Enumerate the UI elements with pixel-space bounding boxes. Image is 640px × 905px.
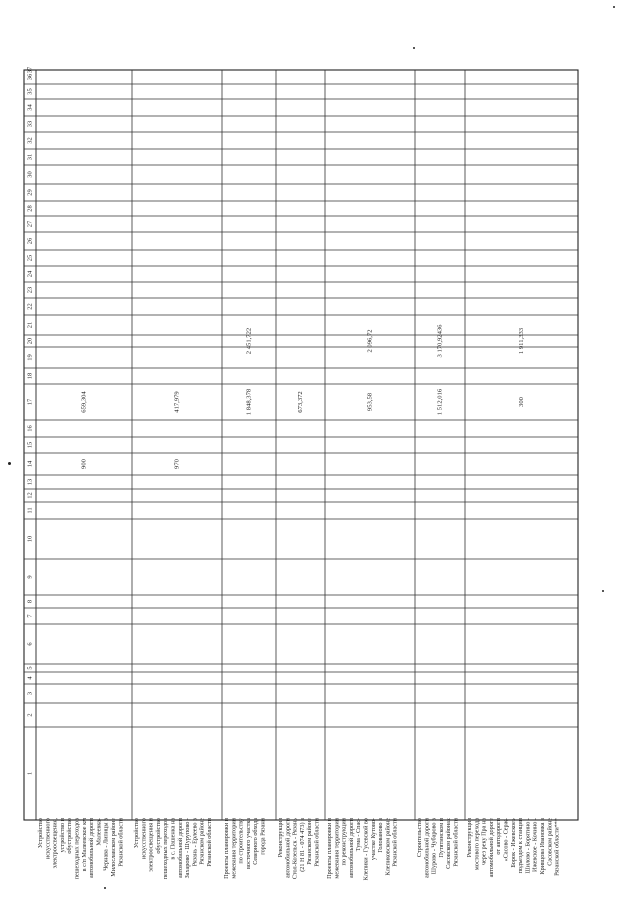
object-name-line: Тума - Спас- (355, 818, 363, 852)
object-name-line: Ижевское - Кочино - (531, 818, 539, 872)
object-name-line: по строительству (237, 818, 245, 864)
object-name-line: межевания территории (333, 818, 341, 879)
column-number: 11 (26, 507, 34, 514)
table-row (223, 328, 267, 879)
column-number: 12 (26, 492, 34, 499)
object-name-line: Шурово - Чубарово в (430, 818, 438, 875)
column-number: 1 (26, 771, 34, 776)
object-name-line: Рязанском районе (198, 818, 206, 865)
object-name-line: Реконструкция (277, 818, 284, 858)
value-cell: 659,304 (80, 391, 88, 413)
object-name-line: участке Кутово- (369, 818, 377, 861)
column-number: 35 (26, 88, 34, 95)
object-name-line: Путятинском и (437, 818, 445, 858)
object-name-line: Северного обхода (252, 818, 260, 865)
object-name-line: обустройство (154, 818, 162, 854)
object-name-line: автомобильной дороги (88, 818, 96, 879)
column-number: 6 (26, 642, 34, 646)
column-number: 16 (26, 425, 34, 432)
column-number: 3 (26, 691, 34, 696)
object-name-line: Проекты планировки и (326, 818, 333, 879)
value-cell: 2 451,722 (245, 327, 253, 355)
table-row (326, 329, 399, 880)
object-name-line: Кривцова Ивановка в (539, 818, 546, 875)
object-name-line: Милославском районе (110, 818, 117, 877)
column-number: 17 (26, 398, 34, 406)
table-row (466, 327, 561, 877)
object-name-line: Устройство (37, 818, 44, 849)
column-number: 28 (26, 205, 34, 212)
column-number: 30 (26, 171, 34, 178)
object-name-line: Рязань - Ерлеево в (191, 818, 199, 867)
column-number: 23 (26, 286, 34, 294)
object-name-line: Устройство (133, 818, 140, 849)
value-cell: 3 170,92436 (436, 324, 444, 358)
column-number: 27 (26, 220, 34, 228)
object-name-line: электроосвещения и (147, 818, 155, 872)
object-name-line: автомобильной дороге (487, 818, 495, 878)
object-name-line: Малеевка- (95, 818, 103, 846)
object-name-line: межевания территории (230, 818, 238, 879)
object-name-line: Борок - Ижевское» (509, 818, 517, 868)
object-name-line: по реконструкции (340, 818, 348, 866)
column-number: 2 (26, 713, 34, 717)
object-name-line: «Сасово - Серж- (502, 818, 510, 862)
object-name-line: города Рязани (259, 818, 267, 855)
object-name-line: от автодороги (495, 818, 503, 855)
value-cell: 1 911,333 (518, 327, 526, 355)
scan-speck (613, 6, 615, 8)
object-name-line: пешеходных переходов (73, 818, 81, 880)
object-name-line: восточного участка (244, 818, 252, 870)
object-name-line: Рязанской области*** (553, 818, 561, 876)
object-name-line: в с. Пашенка на (169, 818, 177, 860)
object-name-line: Рязанской области (206, 818, 213, 867)
column-number: 13 (26, 478, 34, 486)
object-name-line: через реку Пра на (480, 818, 488, 866)
table-row (277, 391, 321, 879)
object-name-line: автомобильной дороги (347, 818, 355, 879)
column-number: 31 (26, 153, 34, 161)
object-name-line: Рязанской области (117, 818, 125, 867)
column-number: 32 (26, 137, 34, 144)
object-name-line: Реконструкция (466, 818, 473, 858)
object-name-line: мостового перехода (473, 818, 481, 871)
column-number: 22 (26, 303, 34, 310)
object-name-line: автомобильной дороги (423, 818, 431, 879)
object-name-line: устройство и (58, 818, 66, 853)
column-number: 36 (26, 73, 34, 81)
object-name-line: искусственного (44, 818, 52, 860)
object-name-line: Рязанской области (313, 818, 321, 867)
value-cell: 953,58 (366, 392, 374, 412)
value-cell: 900 (80, 459, 88, 469)
column-number: 19 (26, 354, 34, 361)
object-name-line: Строительство (416, 818, 423, 858)
value-cell: 2 096,72 (366, 329, 374, 353)
column-number: 37 (26, 66, 34, 74)
value-cell: 970 (173, 459, 181, 469)
column-number: 34 (26, 104, 34, 111)
column-number: 26 (26, 237, 34, 245)
object-name-line: Голованово в (377, 818, 385, 853)
object-name-line: обустройство (66, 818, 74, 854)
table-row (416, 324, 460, 878)
object-name-line: пешеходных переходов (162, 818, 170, 880)
column-number: 4 (26, 676, 34, 680)
scan-speck (8, 462, 11, 465)
object-name-line: Клепики - Гусевской во (362, 818, 370, 881)
object-name-line: Чернава - Липицы в (102, 818, 110, 871)
object-name-line: Клепиковском районе (384, 818, 392, 876)
scan-speck (602, 590, 604, 592)
object-name-line: Рязанской области (391, 818, 399, 867)
column-number: 24 (26, 270, 34, 278)
value-cell: 417,979 (173, 391, 181, 413)
object-name-line: Сасовском районах (445, 818, 453, 869)
column-number: 29 (26, 189, 34, 196)
object-name-line: Сасовском районе (546, 818, 554, 866)
object-name-line: Рязанской области (452, 818, 460, 867)
table-row (37, 391, 124, 880)
column-number: 15 (26, 441, 34, 449)
object-name-line: Шилово - Борятино - (524, 818, 532, 874)
value-cell: 1 848,378 (245, 388, 253, 416)
object-name-line: автомобильной дороги (176, 818, 184, 879)
scan-speck (413, 47, 415, 49)
column-number: 9 (26, 575, 34, 579)
value-cell: 673,372 (297, 391, 305, 413)
object-name-line: (21 Н 81 - 074 473) в (298, 818, 306, 872)
object-name-line: искусственного (140, 818, 148, 860)
object-name-line: в с/п Малеевское км (80, 818, 88, 872)
column-number: 20 (26, 337, 34, 345)
object-name-line: Проекты планировки и (223, 818, 230, 879)
scan-speck (104, 887, 106, 889)
column-number: 25 (26, 254, 34, 262)
object-name-line: Стол-Козельск - Рязань (291, 818, 299, 880)
object-name-line: автомобильной дороги (284, 818, 292, 879)
column-number: 33 (26, 120, 34, 128)
column-number: 18 (26, 372, 34, 380)
column-number: 21 (26, 321, 34, 329)
column-number: 14 (26, 460, 34, 468)
object-name-line: электроосвещения, (51, 818, 59, 869)
table-frame (24, 70, 578, 820)
object-name-line: Рязанском районе (306, 818, 314, 865)
object-name-line: Захарово - Шурупово - (184, 818, 192, 879)
column-number: 5 (26, 666, 34, 670)
table-row (133, 391, 213, 880)
value-cell: 300 (518, 397, 526, 407)
value-cell: 1 512,016 (436, 388, 444, 416)
object-name-line: подъездом к станции (517, 818, 525, 874)
column-number: 8 (26, 599, 34, 604)
column-number: 10 (26, 535, 34, 543)
column-number: 7 (26, 614, 34, 618)
